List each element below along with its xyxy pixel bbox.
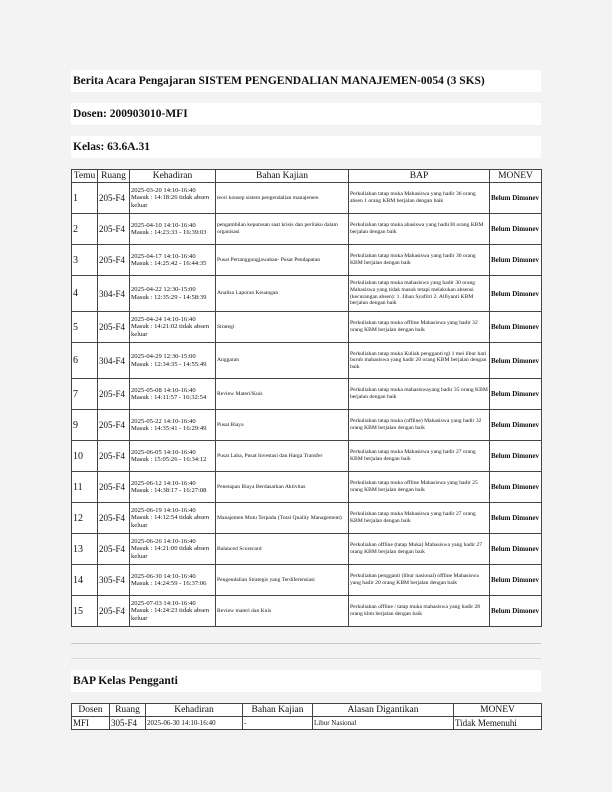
cell-bahan-kajian: - — [243, 717, 313, 730]
cell-kehadiran: 2025-04-17 14:10-16:40 Masuk : 14:25:42 - 16:44:35 — [130, 245, 216, 276]
cell-bap: Perkuliahan tatap muka ahasiswa yang hadir30 orang KBM berjalan dengan baik — [349, 214, 490, 245]
cell-bahan-kajian: Pengendalian Strategis yang Terdiferensiasi — [216, 565, 349, 596]
col-header-bahan-kajian: Bahan Kajian — [243, 704, 313, 717]
col-header-kehadiran: Kehadiran — [146, 704, 243, 717]
table-row — [72, 596, 542, 627]
col-header-bap: BAP — [349, 170, 490, 183]
cell-bap: Perkuliahan tatap muka mahasiswa yang hadir 30 orang Mahasiswa yang tidak masuk tetapi melakukan absensi (kecurangan absen): 1. Jihan Syafitri 2. Alfiyanti KBM berjalan dengan baik — [349, 276, 490, 312]
cell-monev: Belum Dimonev — [490, 472, 542, 503]
cell-temu: 4 — [72, 276, 98, 312]
replacement-section-title: BAP Kelas Pengganti — [71, 670, 541, 692]
cell-ruang: 205-F4 — [98, 596, 130, 627]
cell-monev: Tidak Memenuhi — [454, 717, 542, 730]
table-row — [72, 245, 542, 276]
table-row — [72, 410, 542, 441]
document-title: Berita Acara Pengajaran SISTEM PENGENDALIAN MANAJEMEN-0054 (3 SKS) — [71, 70, 541, 92]
cell-ruang: 205-F4 — [98, 214, 130, 245]
cell-temu: 10 — [72, 441, 98, 472]
cell-kehadiran: 2025-04-10 14:10-16:40 Masuk : 14:23:33 - 16:39:03 — [130, 214, 216, 245]
cell-bap: Perkuliahan tatap muka Mahasiswa yang hadir 36 orang absen 1 orang KBM berjalan dengan baik — [349, 183, 490, 214]
cell-alasan: Libur Nasional — [313, 717, 454, 730]
cell-bahan-kajian: Pusat Biaya — [216, 410, 349, 441]
section-divider-bar — [71, 658, 541, 659]
table-row — [72, 565, 542, 596]
cell-kehadiran: 2025-06-30 14:10-16:40 — [146, 717, 243, 730]
table-row — [72, 214, 542, 245]
table-row — [72, 441, 542, 472]
table-row — [72, 343, 542, 379]
cell-monev: Belum Dimonev — [490, 534, 542, 565]
cell-monev: Belum Dimonev — [490, 312, 542, 343]
cell-ruang: 205-F4 — [98, 534, 130, 565]
cell-temu: 1 — [72, 183, 98, 214]
cell-kehadiran: 2025-03-20 14:10-16:40 Masuk : 14:18:26 tidak absen keluar — [130, 183, 216, 214]
cell-temu: 11 — [72, 472, 98, 503]
col-header-ruang: Ruang — [98, 170, 130, 183]
cell-ruang: 205-F4 — [98, 472, 130, 503]
cell-ruang: 205-F4 — [98, 503, 130, 534]
cell-temu: 14 — [72, 565, 98, 596]
col-header-kehadiran: Kehadiran — [130, 170, 216, 183]
cell-kehadiran: 2025-06-12 14:10-16:40 Masuk : 14:38:17 - 16:27:08 — [130, 472, 216, 503]
cell-ruang: 205-F4 — [98, 312, 130, 343]
cell-monev: Belum Dimonev — [490, 245, 542, 276]
table-row — [72, 312, 542, 343]
col-header-monev: MONEV — [454, 704, 542, 717]
col-header-bahan-kajian: Bahan Kajian — [216, 170, 349, 183]
table-row — [72, 534, 542, 565]
cell-monev: Belum Dimonev — [490, 441, 542, 472]
cell-monev: Belum Dimonev — [490, 503, 542, 534]
cell-monev: Belum Dimonev — [490, 379, 542, 410]
cell-temu: 5 — [72, 312, 98, 343]
cell-kehadiran: 2025-06-26 14:10-16:40 Masuk : 14:21:00 tidak absen keluar — [130, 534, 216, 565]
cell-kehadiran: 2025-07-03 14:10-16:40 Masuk : 14:24:23 tidak absen keluar — [130, 596, 216, 627]
col-header-temu: Temu — [72, 170, 98, 183]
cell-ruang: 205-F4 — [98, 245, 130, 276]
class-line: Kelas: 63.6A.31 — [71, 136, 541, 158]
cell-temu: 2 — [72, 214, 98, 245]
cell-kehadiran: 2025-06-19 14:10-16:40 Masuk : 14:12:54 tidak absen keluar — [130, 503, 216, 534]
section-divider — [71, 643, 541, 654]
document — [71, 64, 541, 730]
cell-kehadiran: 2025-04-29 12:30-15:00 Masuk : 12:34:35 - 14:55:49 — [130, 343, 216, 379]
cell-bahan-kajian: Pusat Laba, Pusat Investasi dan Harga Transfer — [216, 441, 349, 472]
cell-ruang: 304-F4 — [98, 343, 130, 379]
cell-monev: Belum Dimonev — [490, 565, 542, 596]
cell-bahan-kajian: Pusat Pertanggungjawaban- Pusat Pendapatan — [216, 245, 349, 276]
cell-monev: Belum Dimonev — [490, 214, 542, 245]
cell-bap: Perkuliahan pengganti (libur nasional) offline Mahasiswa yang hadir 20 orang KBM berjalan dengan baik — [349, 565, 490, 596]
cell-bahan-kajian: Penetapan Biaya Berdasarkan Aktivitas — [216, 472, 349, 503]
cell-bap: Perkuliahan tatap muka (offline) Mahasiswa yang hadir 32 orang KBM berjalan dengan baik — [349, 410, 490, 441]
cell-ruang: 305-F4 — [110, 717, 146, 730]
cell-monev: Belum Dimonev — [490, 410, 542, 441]
cell-monev: Belum Dimonev — [490, 183, 542, 214]
cell-bap: Perkuliahan tatap muka Mahasiswa yang hadir 27 orang KBM berjalan dengan baik — [349, 441, 490, 472]
cell-dosen: MFI — [72, 717, 110, 730]
cell-bahan-kajian: pengambilan keputusan saat krisis dan perilaku dalam organisasi — [216, 214, 349, 245]
cell-temu: 6 — [72, 343, 98, 379]
cell-bahan-kajian: Manajemen Mutu Terpadu (Total Quality Management) — [216, 503, 349, 534]
cell-bahan-kajian: Strategi — [216, 312, 349, 343]
cell-bahan-kajian: Review materi dan Kuis — [216, 596, 349, 627]
table-row — [72, 503, 542, 534]
cell-monev: Belum Dimonev — [490, 276, 542, 312]
cell-bahan-kajian: Review Materi/Kuis — [216, 379, 349, 410]
replacement-header-row — [72, 704, 542, 717]
cell-bap: Perkuliahan tatap muka Mahasiswa yang hadir 27 orang KBM berjalan dengan baik — [349, 503, 490, 534]
cell-ruang: 205-F4 — [98, 410, 130, 441]
cell-bap: Perkuliahan tatap muka mahasiswayang hadir 35 orang KBM berjalan dengan baik — [349, 379, 490, 410]
cell-kehadiran: 2025-06-05 14:10-16:40 Masuk : 15:05:26 - 16:34:12 — [130, 441, 216, 472]
cell-bahan-kajian: Anggaran — [216, 343, 349, 379]
table-header-row — [72, 170, 542, 183]
cell-bahan-kajian: Analisa Laporan Keuangan — [216, 276, 349, 312]
replacement-table — [71, 703, 542, 730]
cell-ruang: 205-F4 — [98, 441, 130, 472]
cell-monev: Belum Dimonev — [490, 343, 542, 379]
col-header-dosen: Dosen — [72, 704, 110, 717]
cell-kehadiran: 2025-04-22 12:30-15:00 Masuk : 12:35:29 - 14:58:39 — [130, 276, 216, 312]
table-row — [72, 472, 542, 503]
cell-bap: Perkuliahan tatap muka Kuliah pengganti tgl 1 mei libur hari buruh mahasiswa yang hadir 20 orang KBM berjalan dengan baik — [349, 343, 490, 379]
table-row — [72, 183, 542, 214]
cell-kehadiran: 2025-05-08 14:10-16:40 Masuk : 14:11:57 - 16:32:54 — [130, 379, 216, 410]
cell-ruang: 205-F4 — [98, 183, 130, 214]
cell-bap: Perkuliahan tatap muka offline Mahasiswa yang hadir 32 orang KBM berjalan dengan baik — [349, 312, 490, 343]
cell-ruang: 205-F4 — [98, 379, 130, 410]
col-header-ruang: Ruang — [110, 704, 146, 717]
cell-bap: Perkuliahan tatap muka offline Mahasiswa yang hadir 25 orang KBM berjalan dengan baik — [349, 472, 490, 503]
table-row — [72, 379, 542, 410]
cell-ruang: 305-F4 — [98, 565, 130, 596]
cell-temu: 3 — [72, 245, 98, 276]
cell-temu: 7 — [72, 379, 98, 410]
cell-ruang: 304-F4 — [98, 276, 130, 312]
col-header-alasan: Alasan Digantikan — [313, 704, 454, 717]
attendance-table — [71, 169, 542, 627]
cell-monev: Belum Dimonev — [490, 596, 542, 627]
col-header-monev: MONEV — [490, 170, 542, 183]
replacement-row — [72, 717, 542, 730]
cell-kehadiran: 2025-06-30 14:10-16:40 Masuk : 14:24:59 - 16:37:06 — [130, 565, 216, 596]
cell-temu: 9 — [72, 410, 98, 441]
cell-bahan-kajian: Balanced Scorecard — [216, 534, 349, 565]
cell-temu: 15 — [72, 596, 98, 627]
cell-bap: Perkuliahan tatap muka Mahasiswa yang hadir 30 orang KBM berjalan dengan baik — [349, 245, 490, 276]
cell-bahan-kajian: teori konsep sistem pengendalian manajemen — [216, 183, 349, 214]
cell-bap: Perkuliahan offline / tatap muka mahasiswa yang hadir 28 orang kbm berjalan dengan baik — [349, 596, 490, 627]
cell-kehadiran: 2025-05-22 14:10-16:40 Masuk : 14:35:41 - 16:29:49 — [130, 410, 216, 441]
table-row — [72, 276, 542, 312]
cell-kehadiran: 2025-04-24 14:10-16:40 Masuk : 14:21:02 tidak absen keluar — [130, 312, 216, 343]
cell-bap: Perkuliahan offline (tatap Muka) Mahasiswa yang hadir 27 orang KBM berjalan dengan baik — [349, 534, 490, 565]
lecturer-line: Dosen: 200903010-MFI — [71, 103, 541, 125]
cell-temu: 12 — [72, 503, 98, 534]
cell-temu: 13 — [72, 534, 98, 565]
